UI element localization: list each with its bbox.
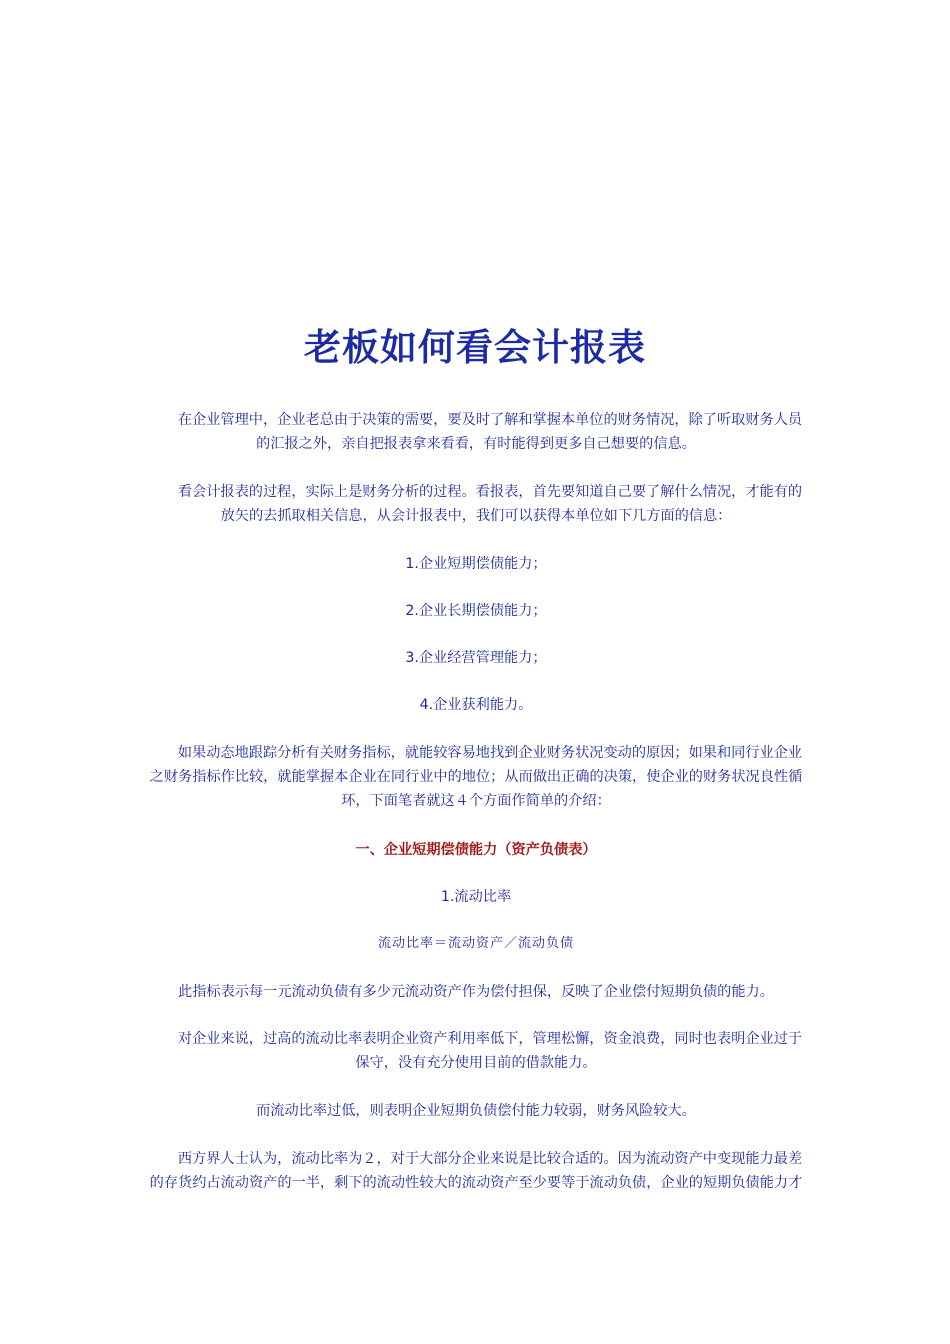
overview-paragraph: 看会计报表的过程，实际上是财务分析的过程。看报表，首先要知道自己要了解什么情况，才能有的放矢的去抓取相关信息，从会计报表中，我们可以获得本单位如下几方面的信息： [177,484,803,524]
body-paragraph: 而流动比率过低，则表明企业短期负债偿付能力较弱，财务风险较大。 [256,1103,696,1119]
list-item: 3.企业经营管理能力； [405,650,547,666]
subheading: 1.流动比率 [440,889,512,905]
document-title: 老板如何看会计报表 [304,326,646,369]
body-paragraph: 此指标表示每一元流动负债有多少元流动资产作为偿付担保，反映了企业偿付短期负债的能力。 [178,984,774,1000]
analysis-paragraph: 如果动态地跟踪分析有关财务指标，就能较容易地找到企业财务状况变动的原因；如果和同行业企业之财务指标作比较，就能掌握本企业在同行业中的地位；从而做出正确的决策，使企业的财务状况良性循环，下面笔者就这４个方面作简单的介绍： [149,745,803,809]
list-item: 2.企业长期偿债能力； [405,603,547,619]
list-item: 1.企业短期偿债能力； [405,556,547,572]
body-paragraph: 西方界人士认为，流动比率为２，对于大部分企业来说是比较合适的。因为流动资产中变现能力最差的存货约占流动资产的一半，剩下的流动性较大的流动资产至少要等于流动负债，企业的短期负债能力才 [149,1151,803,1191]
intro-paragraph: 在企业管理中，企业老总由于决策的需要，要及时了解和掌握本单位的财务情况，除了听取财务人员的汇报之外，亲自把报表拿来看看，有时能得到更多自己想要的信息。 [177,412,803,452]
formula: 流动比率＝流动资产／流动负债 [377,936,574,951]
list-item: 4.企业获利能力。 [419,697,533,713]
section-heading: 一、企业短期偿债能力（资产负债表） [355,842,597,858]
body-paragraph: 对企业来说，过高的流动比率表明企业资产利用率低下，管理松懈，资金浪费，同时也表明企业过于保守，没有充分使用目前的借款能力。 [177,1031,803,1071]
